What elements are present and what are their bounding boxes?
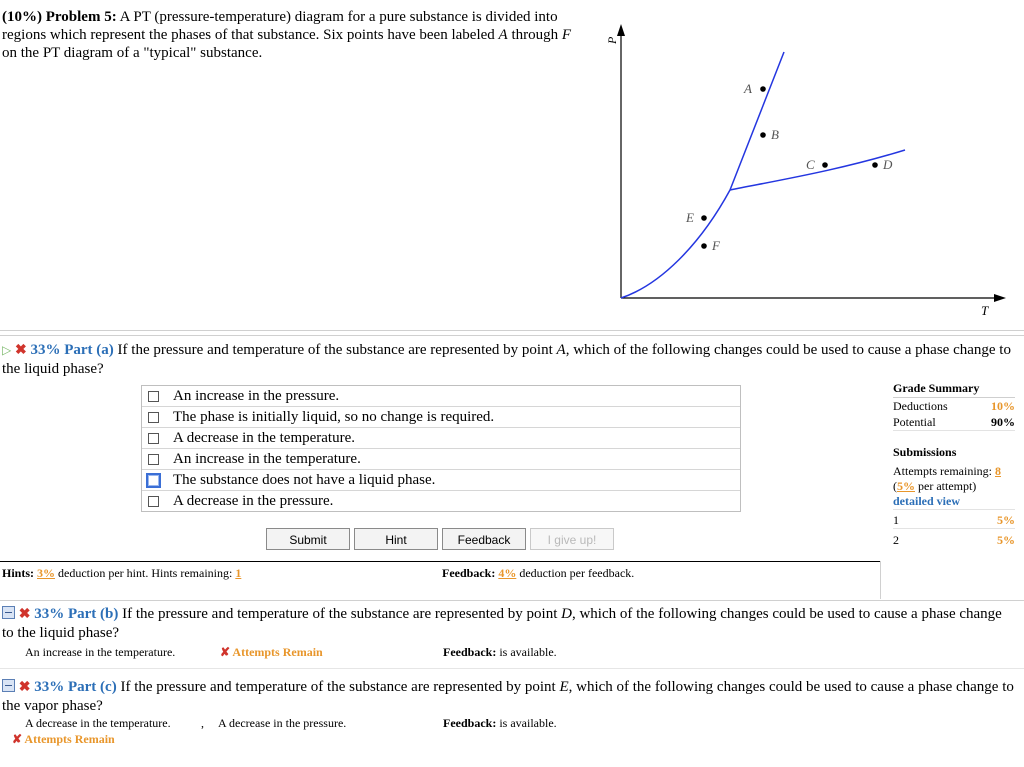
part-b-incorrect-icon: ✖	[18, 607, 31, 622]
part-b-q2: , which of the following changes could be used to cause a phase change to the liquid phase?	[2, 606, 1002, 641]
submissions-title: Submissions	[893, 445, 957, 459]
attempts-value: 8	[994, 464, 1001, 478]
problem-point-a: A	[498, 27, 508, 43]
choice-checkbox[interactable]	[148, 412, 159, 423]
point-f	[701, 238, 721, 253]
part-a-q2: , which of the following changes could be used to cause a phase change to the liquid phase?	[2, 342, 1011, 377]
part-b-status-text: Attempts Remain	[232, 645, 323, 659]
grade-summary	[893, 381, 1015, 548]
attempts-label: Attempts remaining:	[893, 464, 992, 478]
choice-row[interactable]	[142, 407, 740, 428]
problem-text-mid: through	[507, 27, 562, 43]
point-c	[806, 157, 828, 172]
deductions-label: Deductions	[893, 399, 948, 413]
part-c-feedback-text: is available.	[499, 716, 557, 730]
hints-label: Hints:	[2, 566, 35, 580]
choice-label: A decrease in the pressure.	[173, 492, 334, 509]
deductions-value: 10%	[991, 399, 1015, 413]
part-b-collapse-icon[interactable]	[2, 606, 15, 619]
problem-statement	[2, 8, 582, 62]
part-a-incorrect-icon: ✖	[14, 343, 27, 358]
vaporization-curve	[730, 150, 905, 190]
point-d-label: D	[883, 157, 893, 172]
potential-label: Potential	[893, 415, 936, 429]
choice-label: The phase is initially liquid, so no change is required.	[173, 408, 495, 425]
choice-checkbox[interactable]	[148, 433, 159, 444]
point-a	[743, 81, 766, 96]
choice-label: An increase in the pressure.	[173, 387, 340, 404]
part-c-q2: , which of the following changes could be used to cause a phase change to the vapor phase?	[2, 679, 1014, 714]
per-attempt-pct: 5%	[897, 479, 915, 493]
choice-label: The substance does not have a liquid phase.	[173, 471, 436, 488]
feedback-info	[442, 566, 634, 581]
hints-text: deduction per hint. Hints remaining:	[58, 566, 233, 580]
choice-row[interactable]	[142, 428, 740, 449]
feedback-pct: 4%	[498, 566, 517, 580]
part-b-feedback-text: is available.	[499, 645, 557, 659]
point-b	[760, 127, 779, 142]
problem-text-end: on the PT diagram of a "typical" substance.	[2, 45, 263, 61]
part-b-question	[2, 605, 1012, 643]
part-c-status	[12, 732, 115, 747]
submission-pct: 5%	[997, 513, 1015, 527]
divider	[0, 330, 1024, 331]
choice-checkbox[interactable]	[148, 391, 159, 402]
feedback-text: deduction per feedback.	[519, 566, 635, 580]
choice-row[interactable]	[142, 386, 740, 407]
part-c-question	[2, 678, 1024, 716]
part-a-q1: If the pressure and temperature of the substance are represented by point	[117, 342, 557, 358]
choice-row[interactable]	[142, 491, 740, 511]
t-axis-arrow-icon	[994, 294, 1006, 302]
answer-choices	[141, 385, 741, 512]
point-f-label: F	[712, 238, 720, 253]
t-axis-label: T	[981, 303, 989, 318]
hints-divider-vertical	[880, 561, 881, 599]
part-c-status-text: Attempts Remain	[24, 732, 115, 746]
part-a-point: A	[556, 342, 566, 358]
per-attempt: (5% per attempt)	[893, 479, 977, 493]
part-c-answer-separator: ,	[201, 716, 204, 730]
part-b-pct: 33%	[34, 606, 65, 622]
attempts-remaining	[893, 464, 1015, 479]
part-b-answer: An increase in the temperature.	[25, 645, 176, 659]
part-b-q1: If the pressure and temperature of the substance are represented by point	[122, 606, 562, 622]
choice-checkbox[interactable]	[148, 454, 159, 465]
problem-label: Problem 5:	[45, 9, 117, 25]
part-b-feedback-label: Feedback:	[443, 645, 497, 659]
part-c-collapse-icon[interactable]	[2, 679, 15, 692]
point-b-label: B	[771, 127, 779, 142]
choice-checkbox[interactable]	[148, 496, 159, 507]
point-c-label: C	[806, 157, 815, 172]
per-attempt-text: per attempt)	[918, 479, 977, 493]
hints-remaining: 1	[235, 566, 242, 580]
part-c-pct: 33%	[34, 679, 65, 695]
part-b-label: Part (b)	[67, 606, 119, 622]
attempts-remain-x-icon: ✘	[12, 732, 23, 746]
submission-row	[893, 512, 1015, 529]
hints-info	[2, 566, 241, 581]
submission-row	[893, 532, 1015, 548]
point-e	[685, 210, 707, 225]
submission-pct: 5%	[997, 533, 1015, 547]
part-c-feedback	[443, 716, 557, 731]
point-a-label: A	[744, 81, 752, 96]
part-a-question	[2, 341, 1012, 379]
part-b-point: D	[561, 606, 572, 622]
part-c-incorrect-icon: ✖	[18, 680, 31, 695]
problem-point-f: F	[561, 27, 572, 43]
divider	[0, 668, 1024, 669]
divider	[0, 600, 1024, 601]
part-a-expand-icon[interactable]: ▷	[2, 343, 12, 357]
potential-value: 90%	[991, 415, 1015, 429]
part-a-pct: 33%	[30, 342, 61, 358]
part-c-answer-2: A decrease in the pressure.	[218, 716, 347, 730]
hints-divider	[0, 561, 880, 562]
p-axis-label: P	[605, 36, 619, 44]
choice-row[interactable]	[142, 470, 740, 491]
detailed-view-link[interactable]: detailed view	[893, 494, 1015, 510]
problem-weight: (10%)	[2, 9, 42, 25]
feedback-label: Feedback:	[442, 566, 496, 580]
part-c-label: Part (c)	[67, 679, 117, 695]
choice-checkbox-focused[interactable]	[146, 473, 161, 488]
part-c-q1: If the pressure and temperature of the substance are represented by point	[120, 679, 560, 695]
hint-button[interactable]: Hint	[354, 528, 438, 550]
grade-summary-title: Grade Summary	[893, 381, 1015, 398]
hints-pct: 3%	[37, 566, 56, 580]
divider	[0, 335, 1024, 336]
choice-row[interactable]	[142, 449, 740, 470]
pt-diagram	[598, 18, 1024, 326]
p-axis-arrow-icon	[617, 24, 625, 36]
part-c-answer-1: A decrease in the temperature.	[25, 716, 171, 730]
part-c-feedback-label: Feedback:	[443, 716, 497, 730]
melting-curve	[730, 52, 784, 190]
submission-number: 2	[893, 533, 899, 547]
point-e-label: E	[686, 210, 694, 225]
part-c-point: E	[559, 679, 569, 695]
submission-number: 1	[893, 513, 899, 527]
part-a-label: Part (a)	[64, 342, 114, 358]
give-up-button[interactable]: I give up!	[530, 528, 614, 550]
feedback-button[interactable]: Feedback	[442, 528, 526, 550]
attempts-remain-x-icon: ✘	[220, 645, 231, 659]
choice-label: An increase in the temperature.	[173, 450, 361, 467]
choice-label: A decrease in the temperature.	[173, 429, 355, 446]
part-b-feedback	[443, 645, 557, 660]
part-b-status	[220, 645, 323, 660]
submit-button[interactable]: Submit	[266, 528, 350, 550]
problem-text: A PT (pressure-temperature) diagram for a pure substance is divided into regions which represent the phases of that substance. Six points have been labeled	[2, 9, 558, 43]
